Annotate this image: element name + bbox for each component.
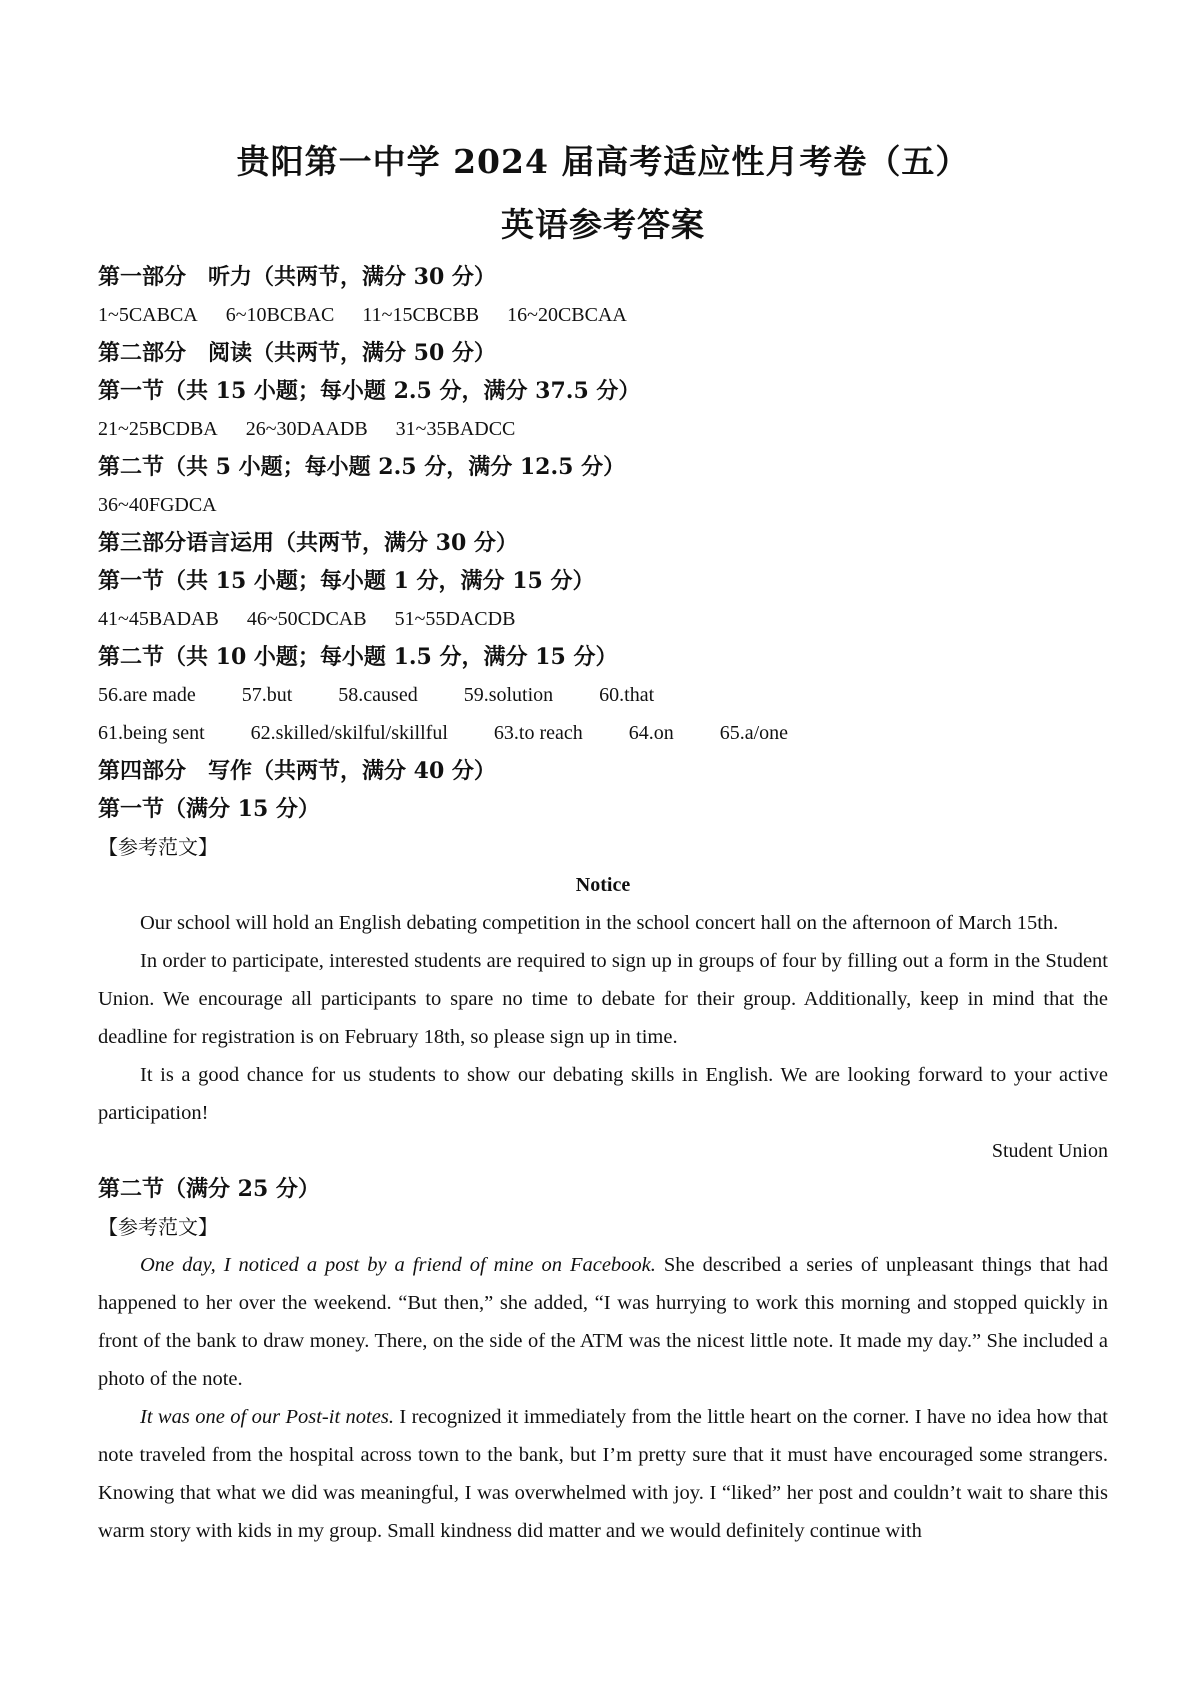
part3-section1-answers — [98, 600, 1108, 638]
answer-item: 60.that — [599, 684, 655, 706]
essay-title: Notice — [575, 874, 631, 896]
answer-group: 46~50CDCAB — [246, 608, 367, 630]
answer-group: 26~30DAADB — [245, 418, 368, 440]
answer-item: 63.to reach — [493, 722, 583, 744]
story-paragraph — [98, 1246, 1108, 1398]
page-subtitle: 英语参考答案 — [501, 205, 705, 244]
part4-section1-heading: 第一节（满分 15 分） — [98, 796, 320, 822]
answer-item: 59.solution — [463, 684, 554, 706]
part3-section2-answers-row2 — [98, 714, 1108, 752]
answer-group: 11~15CBCBB — [362, 304, 480, 326]
answer-group: 51~55DACDB — [394, 608, 516, 630]
sample-essay-label: 【参考范文】 — [98, 835, 218, 859]
answer-item: 65.a/one — [719, 722, 789, 744]
part1-answers — [98, 296, 1108, 334]
part2-section1-heading: 第一节（共 15 小题；每小题 2.5 分，满分 37.5 分） — [98, 378, 641, 404]
answer-item: 58.caused — [338, 684, 418, 706]
answer-body — [98, 258, 1108, 1550]
answer-group: 1~5CABCA — [98, 304, 198, 326]
essay-paragraph: It is a good chance for us students to show our debating skills in English. We are looking forward to your active participation! — [98, 1064, 1108, 1124]
essay-signature: Student Union — [991, 1140, 1108, 1162]
part2-section1-answers — [98, 410, 1108, 448]
page-title: 贵阳第一中学 2024 届高考适应性月考卷（五） — [236, 142, 970, 181]
answer-group: 16~20CBCAA — [507, 304, 627, 326]
answer-item: 61.being sent — [98, 722, 205, 744]
answer-item: 56.are made — [98, 684, 196, 706]
answer-item: 64.on — [628, 722, 674, 744]
part1-heading: 第一部分 听力（共两节，满分 30 分） — [98, 264, 496, 290]
story-text: I recognized it immediately from the little heart on the corner. I have no idea how that note traveled from the hospital across town to the bank, but I’m pretty sure that it must have encouraged some strangers. Knowing that what we did was meaningful, I was overwhelmed with joy. I “liked” her post and couldn’t wait to share this warm story with kids in my group. Small kindness did matter and we would definitely continue with — [98, 1406, 1108, 1542]
part3-heading: 第三部分语言运用（共两节，满分 30 分） — [98, 530, 518, 556]
story-paragraph — [98, 1398, 1108, 1550]
part2-section2-heading: 第二节（共 5 小题；每小题 2.5 分，满分 12.5 分） — [98, 454, 626, 480]
answer-group: 21~25BCDBA — [98, 418, 218, 440]
essay-paragraph: In order to participate, interested students are required to sign up in groups of four by filling out a form in the Student Union. We encourage all participants to spare no time to debate for their group. Additionally, keep in mind that the deadline for registration is on February 18th, so please sign up in time. — [98, 950, 1108, 1048]
part2-heading: 第二部分 阅读（共两节，满分 50 分） — [98, 340, 496, 366]
story-opening-sentence: It was one of our Post-it notes. — [140, 1406, 394, 1428]
part4-heading: 第四部分 写作（共两节，满分 40 分） — [98, 758, 496, 784]
answer-item: 62.skilled/skilful/skillful — [250, 722, 448, 744]
story-opening-sentence: One day, I noticed a post by a friend of mine on Facebook. — [140, 1254, 656, 1276]
answer-group: 36~40FGDCA — [98, 494, 217, 516]
sample-essay-label: 【参考范文】 — [98, 1215, 218, 1239]
answer-group: 41~45BADAB — [98, 608, 219, 630]
part3-section2-answers-row1 — [98, 676, 1108, 714]
answer-item: 57.but — [241, 684, 293, 706]
part2-section2-answers — [98, 486, 1108, 524]
part3-section2-heading: 第二节（共 10 小题；每小题 1.5 分，满分 15 分） — [98, 644, 618, 670]
answer-group: 6~10BCBAC — [225, 304, 335, 326]
story-text: She described a series of unpleasant things that had happened to her over the weekend. “But then,” she added, “I was hurrying to work this morning and stopped quickly in front of the bank to draw money. There, on the side of the ATM was the nicest little note. It made my day.” She included a photo of the note. — [98, 1254, 1108, 1390]
part3-section1-heading: 第一节（共 15 小题；每小题 1 分，满分 15 分） — [98, 568, 595, 594]
part4-section2-heading: 第二节（满分 25 分） — [98, 1176, 320, 1202]
essay-paragraph: Our school will hold an English debating competition in the school concert hall on the afternoon of March 15th. — [140, 912, 1059, 934]
answer-group: 31~35BADCC — [395, 418, 516, 440]
